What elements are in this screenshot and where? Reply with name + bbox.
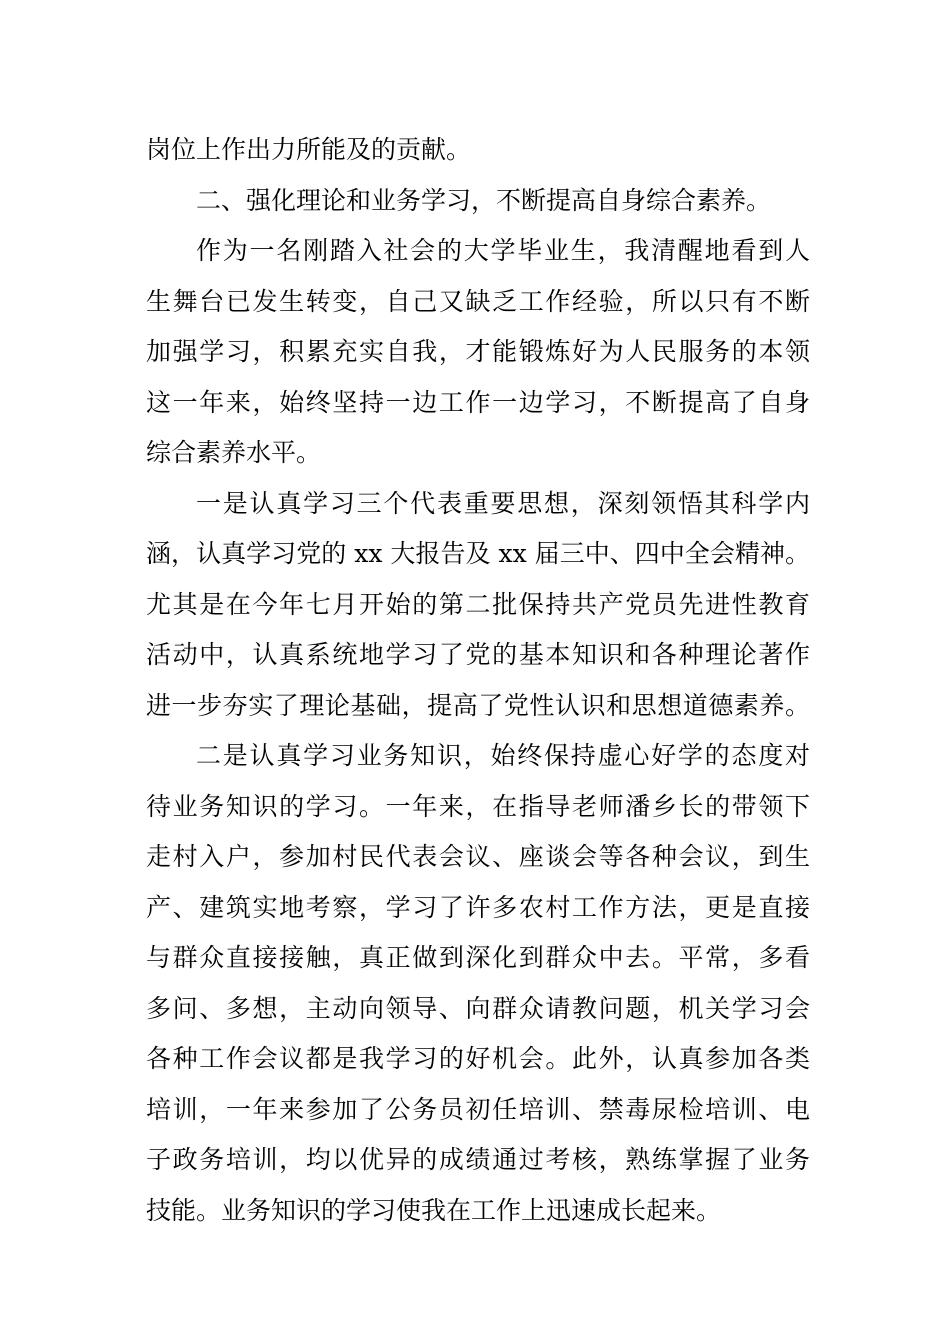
text-line: 涵，认真学习党的 xx 大报告及 xx 届三中、四中全会精神。 <box>146 539 810 568</box>
text-line: 待业务知识的学习。一年来，在指导老师潘乡长的带领下 <box>146 791 810 821</box>
text-line: 与群众直接接触，真正做到深化到群众中去。平常，多看 <box>146 943 810 972</box>
text-line: 技能。业务知识的学习使我在工作上迅速成长起来。 <box>146 1195 722 1225</box>
text-line: 这一年来，始终坚持一边工作一边学习，不断提高了自身 <box>146 387 810 417</box>
text-line: 培训，一年来参加了公务员初任培训、禁毒尿检培训、电 <box>146 1094 810 1124</box>
text-line: 生舞台已发生转变，自己又缺乏工作经验，所以只有不断 <box>146 286 810 316</box>
text-line: 活动中，认真系统地学习了党的基本知识和各种理论著作 <box>146 640 810 669</box>
text-line: 综合素养水平。 <box>146 438 322 467</box>
text-line: 子政务培训，均以优异的成绩通过考核，熟练掌握了业务 <box>146 1145 810 1174</box>
text-line: 二是认真学习业务知识，始终保持虚心好学的态度对 <box>196 741 810 770</box>
section-heading: 二、强化理论和业务学习，不断提高自身综合素养。 <box>196 185 772 215</box>
text-line: 加强学习，积累充实自我，才能锻炼好为人民服务的本领 <box>146 337 810 366</box>
text-line: 一是认真学习三个代表重要思想，深刻领悟其科学内 <box>196 488 810 518</box>
text-line: 尤其是在今年七月开始的第二批保持共产党员先进性教育 <box>146 589 810 619</box>
text-line: 岗位上作出力所能及的贡献。 <box>146 135 472 164</box>
text-line: 多问、多想，主动向领导、向群众请教问题，机关学习会 <box>146 993 810 1023</box>
document-body <box>146 125 810 1236</box>
text-line: 走村入户，参加村民代表会议、座谈会等各种会议，到生 <box>146 842 810 871</box>
text-line: 作为一名刚踏入社会的大学毕业生，我清醒地看到人 <box>196 236 810 265</box>
text-line: 各种工作会议都是我学习的好机会。此外，认真参加各类 <box>146 1044 810 1073</box>
text-line: 进一步夯实了理论基础，提高了党性认识和思想道德素养。 <box>146 690 810 720</box>
text-line: 产、建筑实地考察，学习了许多农村工作方法，更是直接 <box>146 892 810 922</box>
